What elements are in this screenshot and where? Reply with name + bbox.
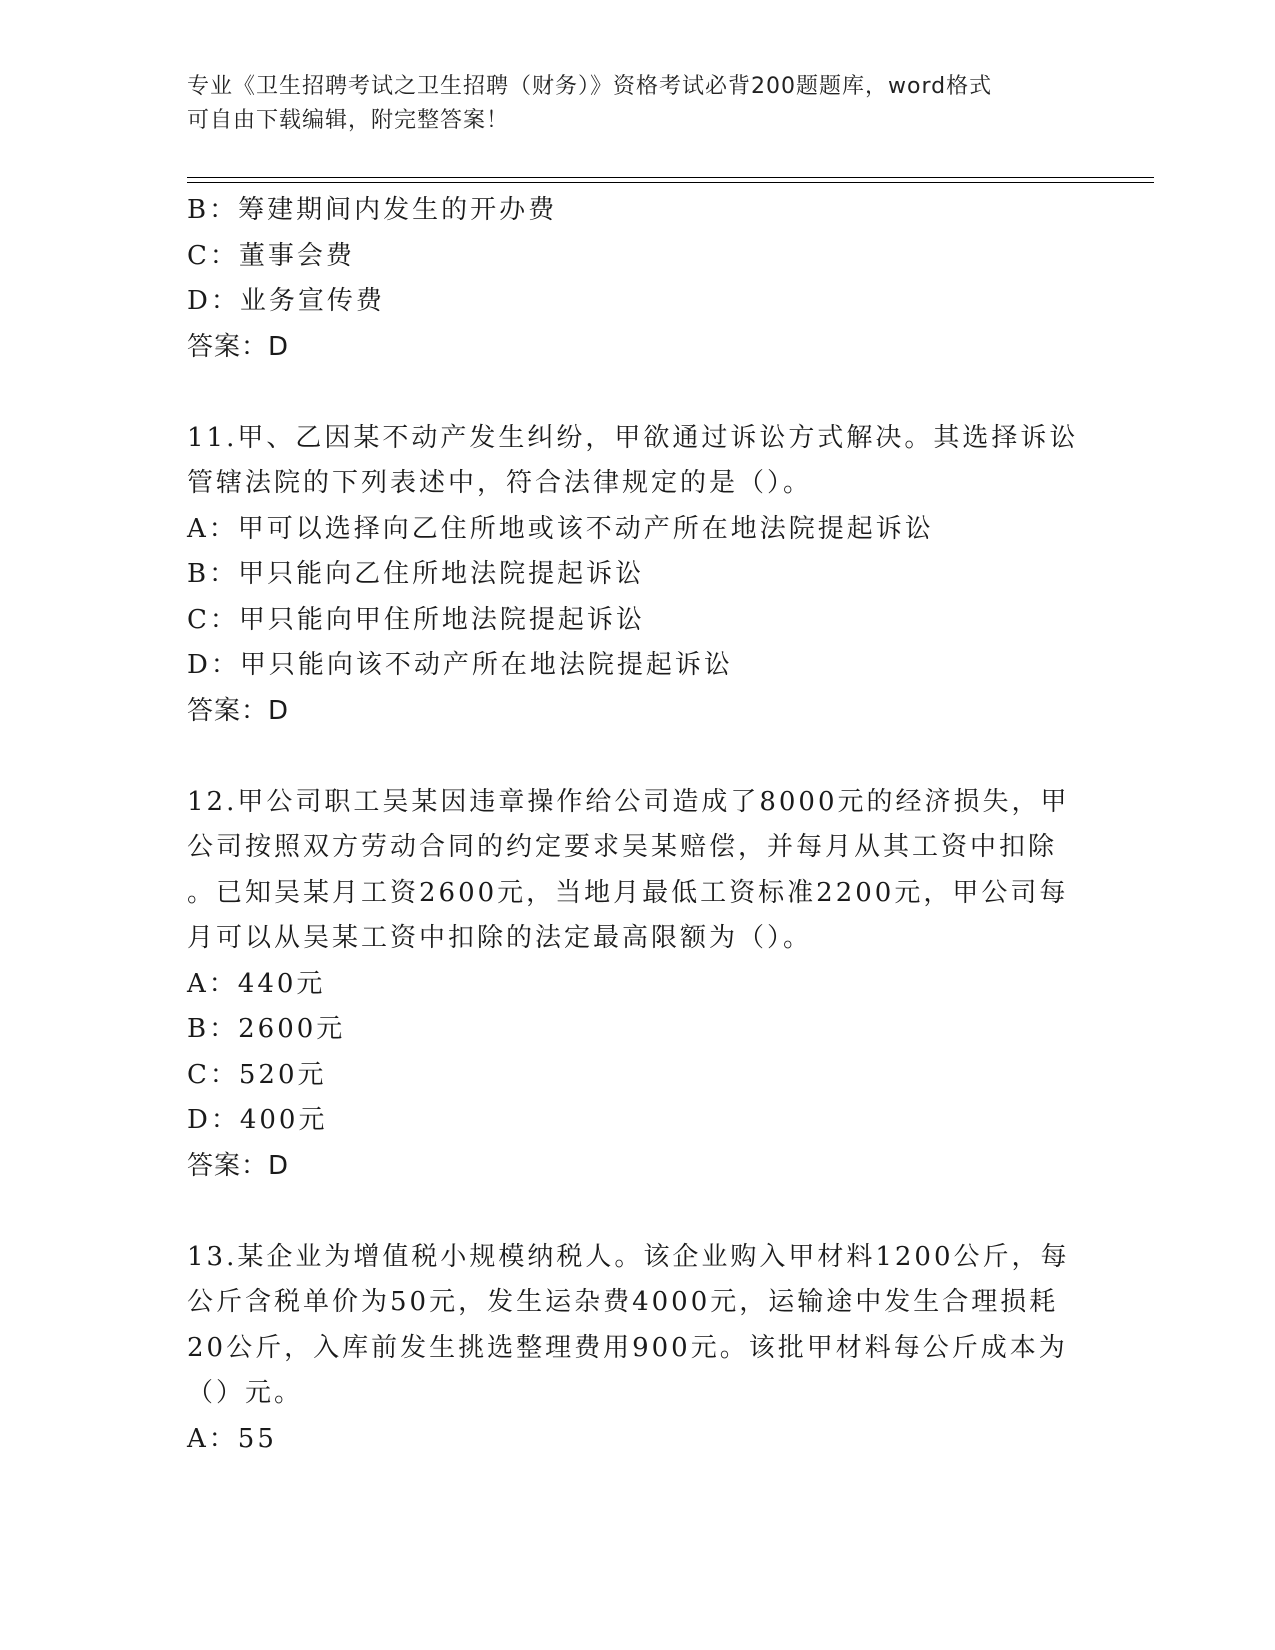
question-text-line: 11.甲、乙因某不动产发生纠纷，甲欲通过诉讼方式解决。其选择诉讼 [187,422,1079,453]
answer-line: 答案：D [187,331,290,362]
question-text-line: 月可以从吴某工资中扣除的法定最高限额为（）。 [187,923,813,953]
question-text-line: 管辖法院的下列表述中，符合法律规定的是（）。 [187,468,813,498]
option-d: D：业务宣传费 [187,286,385,316]
option-a: A：55 [187,1423,277,1454]
spacer [187,1189,1067,1235]
question-12 [187,780,1070,1190]
question-text-line: （）元。 [187,1378,304,1408]
document-body [187,188,1079,1462]
page-header [187,70,1067,138]
question-text-line: 12.甲公司职工吴某因违章操作给公司造成了8000元的经济损失，甲 [187,786,1070,817]
option-b: B：甲只能向乙住所地法院提起诉讼 [187,559,645,589]
prev-question-block [187,188,1067,370]
option-c: C：甲只能向甲住所地法院提起诉讼 [187,604,645,635]
option-a: A：甲可以选择向乙住所地或该不动产所在地法院提起诉讼 [187,513,934,544]
question-13 [187,1235,1070,1463]
header-line-1: 专业《卫生招聘考试之卫生招聘（财务）》资格考试必背200题题库，word格式 [187,74,993,99]
question-text-line: 20公斤，入库前发生挑选整理费用900元。该批甲材料每公斤成本为 [187,1332,1068,1363]
question-text-line: 公司按照双方劳动合同的约定要求吴某赔偿，并每月从其工资中扣除 [187,832,1058,862]
option-c: C：520元 [187,1059,327,1090]
option-b: B：筹建期间内发生的开办费 [187,195,558,225]
question-text-line: 公斤含税单价为50元，发生运杂费4000元，运输途中发生合理损耗 [187,1287,1059,1317]
question-text-line: 13.某企业为增值税小规模纳税人。该企业购入甲材料1200公斤，每 [187,1241,1070,1272]
option-d: D：400元 [187,1105,328,1135]
spacer [187,370,1067,416]
option-c: C：董事会费 [187,240,355,271]
header-divider-bottom [187,182,1154,183]
option-d: D：甲只能向该不动产所在地法院提起诉讼 [187,650,733,680]
spacer [187,734,1067,780]
question-11 [187,416,1079,735]
header-divider-top [187,177,1154,178]
answer-line: 答案：D [187,1150,290,1181]
question-text-line: 。已知吴某月工资2600元，当地月最低工资标准2200元，甲公司每 [187,877,1069,908]
option-b: B：2600元 [187,1014,346,1044]
option-a: A：440元 [187,968,326,999]
answer-line: 答案：D [187,695,290,726]
header-line-2: 可自由下载编辑，附完整答案！ [187,108,510,133]
